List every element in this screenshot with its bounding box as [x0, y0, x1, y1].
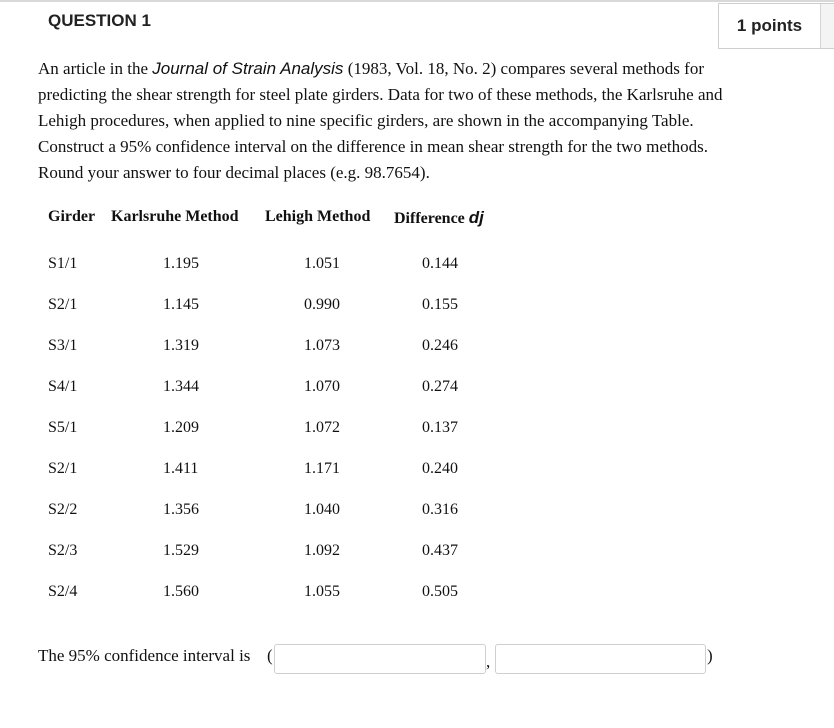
answer-label: The 95% confidence interval is: [38, 646, 251, 665]
table-row: [0, 460, 834, 482]
girder-cell: S2/1: [48, 296, 78, 313]
header-girder: Girder: [48, 208, 96, 225]
difference-cell: 0.505: [422, 583, 458, 600]
lehigh-cell: 1.092: [304, 542, 340, 559]
lehigh-cell: 1.070: [304, 378, 340, 395]
question-title: QUESTION 1: [48, 11, 151, 30]
header-lehigh: Lehigh Method: [265, 208, 371, 225]
table-row: [0, 583, 834, 605]
difference-cell: 0.246: [422, 337, 458, 354]
table-row: [0, 542, 834, 564]
top-divider: [0, 0, 834, 2]
lehigh-cell: 1.055: [304, 583, 340, 600]
header-difference-label: Difference: [394, 210, 469, 227]
karlsruhe-cell: 1.560: [163, 583, 199, 600]
table-row: [0, 296, 834, 318]
header-karlsruhe: Karlsruhe Method: [111, 208, 239, 225]
difference-cell: 0.137: [422, 419, 458, 436]
lehigh-cell: 1.051: [304, 255, 340, 272]
girder-cell: S2/2: [48, 501, 78, 518]
girder-cell: S2/4: [48, 583, 78, 600]
girder-cell: S1/1: [48, 255, 78, 272]
comma-separator: ,: [486, 652, 491, 671]
table-row: [0, 337, 834, 359]
points-box: [718, 3, 834, 49]
karlsruhe-cell: 1.344: [163, 378, 199, 395]
girder-cell: S3/1: [48, 337, 78, 354]
lehigh-cell: 1.072: [304, 419, 340, 436]
difference-cell: 0.155: [422, 296, 458, 313]
question-prompt: [38, 56, 748, 186]
difference-cell: 0.144: [422, 255, 458, 272]
lehigh-cell: 1.171: [304, 460, 340, 477]
karlsruhe-cell: 1.145: [163, 296, 199, 313]
journal-name: Journal of Strain Analysis: [152, 59, 344, 78]
difference-cell: 0.274: [422, 378, 458, 395]
difference-cell: 0.437: [422, 542, 458, 559]
points-label: 1 points: [719, 4, 821, 48]
header-difference-symbol: dj: [468, 208, 484, 227]
karlsruhe-cell: 1.195: [163, 255, 199, 272]
table-row: [0, 378, 834, 400]
ci-upper-input[interactable]: [495, 644, 706, 674]
lehigh-cell: 1.073: [304, 337, 340, 354]
open-paren: (: [267, 646, 273, 665]
difference-cell: 0.316: [422, 501, 458, 518]
table-row: [0, 501, 834, 523]
karlsruhe-cell: 1.319: [163, 337, 199, 354]
prompt-intro: An article in the: [38, 59, 153, 78]
girder-cell: S2/1: [48, 460, 78, 477]
difference-cell: 0.240: [422, 460, 458, 477]
header-difference: [394, 208, 484, 228]
karlsruhe-cell: 1.209: [163, 419, 199, 436]
ci-lower-input[interactable]: [274, 644, 486, 674]
girder-cell: S5/1: [48, 419, 78, 436]
lehigh-cell: 0.990: [304, 296, 340, 313]
karlsruhe-cell: 1.411: [163, 460, 199, 477]
girder-cell: S2/3: [48, 542, 78, 559]
close-paren: ): [707, 646, 713, 665]
girder-cell: S4/1: [48, 378, 78, 395]
karlsruhe-cell: 1.529: [163, 542, 199, 559]
table-row: [0, 255, 834, 277]
karlsruhe-cell: 1.356: [163, 501, 199, 518]
prompt-body: (1983, Vol. 18, No. 2) compares several methods for predicting the shear strength for steel plate girders. Data for two of these methods, the Karlsruhe and Lehigh procedures, when applied to nine specific girders, are shown in the accompanying Table. Construct a 95% confidence interval on the difference in mean shear strength for the two methods. Round your answer to four decimal places (e.g. 98.7654).: [38, 59, 723, 182]
lehigh-cell: 1.040: [304, 501, 340, 518]
table-row: [0, 419, 834, 441]
